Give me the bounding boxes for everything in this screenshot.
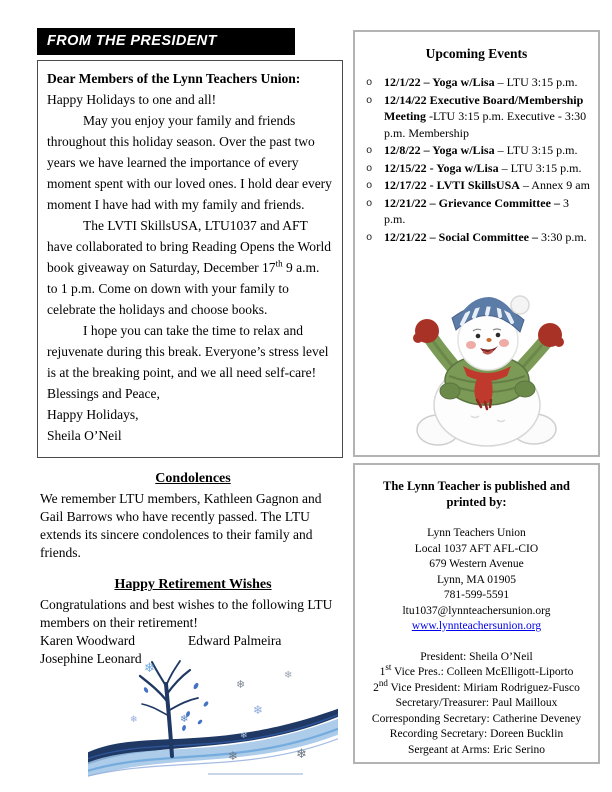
officer-line: Corresponding Secretary: Catherine Deveney xyxy=(371,712,582,725)
publisher-website-link[interactable]: www.lynnteachersunion.org xyxy=(411,620,542,632)
publisher-address xyxy=(355,526,598,635)
officer-line: Recording Secretary: Doreen Bucklin xyxy=(389,728,564,740)
letter-closing-2: Happy Holidays, xyxy=(47,407,139,422)
svg-text:❄: ❄ xyxy=(253,703,264,717)
retirement-body: Congratulations and best wishes to the following LTU members on their retirement! xyxy=(40,597,333,630)
letter-signature: Sheila O’Neil xyxy=(47,428,122,443)
officer-line: 2nd Vice President: Miriam Rodriguez-Fusco xyxy=(373,677,580,694)
condolences-body: We remember LTU members, Kathleen Gagnon and Gail Barrows who have recently passed. The LTU extends its sincere condolences to their family and friends. xyxy=(40,491,322,560)
events-list xyxy=(355,74,598,245)
officer-line: Sergeant at Arms: Eric Serino xyxy=(407,743,546,756)
event-item: o 12/1/22 – Yoga w/Lisa – LTU 3:15 p.m. xyxy=(355,74,592,91)
retiree-name: Karen Woodward xyxy=(40,633,136,648)
left-lower-sections xyxy=(40,470,346,668)
svg-text:❄: ❄ xyxy=(180,714,189,725)
winter-tree-swoosh-image xyxy=(88,656,338,782)
from-the-president-banner: FROM THE PRESIDENT xyxy=(37,28,295,55)
event-item: o 12/14/22 Executive Board/Membership Meeting -LTU 3:15 p.m. Executive - 3:30 p.m. Membership xyxy=(366,92,587,140)
bullet-icon: o xyxy=(366,197,373,210)
snowman-image xyxy=(401,288,581,453)
event-item: o 12/17/22 - LVTI SkillsUSA – Annex 9 am xyxy=(355,177,592,194)
letter-paragraph-3: I hope you can take the time to relax and rejuvenate during this break. Everyone’s stress level is at the breaking point, and we all need self-care! xyxy=(47,323,329,380)
condolences-heading: Condolences xyxy=(155,471,231,486)
publisher-title: The Lynn Teacher is published and printed by: xyxy=(382,479,570,509)
officer-line: 1st Vice Pres.: Colleen McElligott-Liporto xyxy=(379,662,574,678)
letter-salutation: Dear Members of the Lynn Teachers Union: xyxy=(47,71,301,86)
event-item: o 12/21/22 – Social Committee – 3:30 p.m. xyxy=(355,229,592,246)
bullet-icon: o xyxy=(366,180,373,192)
bullet-icon: o xyxy=(366,162,373,175)
svg-text:❄: ❄ xyxy=(228,749,239,763)
publisher-org: Lynn Teachers Union xyxy=(427,527,526,539)
event-item: o 12/8/22 – Yoga w/Lisa – LTU 3:15 p.m. xyxy=(355,142,592,159)
publisher-local: Local 1037 AFT AFL-CIO xyxy=(414,542,539,555)
letter-greeting: Happy Holidays to one and all! xyxy=(47,92,217,107)
snowflake-icon: ❄ xyxy=(144,661,155,676)
publisher-box xyxy=(353,463,600,764)
retirement-heading: Happy Retirement Wishes xyxy=(114,577,272,592)
svg-text:❄: ❄ xyxy=(130,715,138,725)
publisher-city: Lynn, MA 01905 xyxy=(437,573,516,586)
bullet-icon: o xyxy=(366,94,373,107)
ordinal-th: th xyxy=(275,258,283,269)
publisher-phone: 781-599-5591 xyxy=(443,589,510,601)
retiree-name: Josephine Leonard xyxy=(40,651,142,666)
upcoming-events-title: Upcoming Events xyxy=(425,46,528,61)
svg-text:❄: ❄ xyxy=(296,747,307,762)
letter-paragraph-2: The LVTI SkillsUSA, LTU1037 and AFT have collaborated to bring Reading Opens the World book giveaway on Saturday, December 17th 9 a.m. to 1 p.m. Come on down with your family to celebrate the holidays and choose books. xyxy=(47,218,331,317)
svg-text:❄: ❄ xyxy=(284,670,293,681)
svg-text:❄: ❄ xyxy=(236,678,246,691)
event-item: o 12/21/22 – Grievance Committee – 3 p.m. xyxy=(366,195,569,226)
publisher-email: ltu1037@lynnteachersunion.org xyxy=(402,604,551,617)
president-letter xyxy=(37,60,343,458)
letter-closing-1: Blessings and Peace, xyxy=(47,386,160,401)
svg-text:❄: ❄ xyxy=(240,731,248,741)
retiree-names-row-1 xyxy=(40,632,346,650)
publisher-street: 679 Western Avenue xyxy=(429,558,524,570)
bullet-icon: o xyxy=(366,231,373,244)
letter-paragraph-1: May you enjoy your family and friends throughout this holiday season. Over the past two years we have learned the importance of every moment spent with our loved ones. I hold dear every moment I have had with my family and friends. xyxy=(47,113,332,212)
bullet-icon: o xyxy=(366,77,373,89)
upcoming-events-box xyxy=(353,30,600,457)
retiree-name: Edward Palmeira xyxy=(188,633,282,648)
officers-list xyxy=(355,650,598,759)
bullet-icon: o xyxy=(366,145,373,157)
event-item: o 12/15/22 - Yoga w/Lisa – LTU 3:15 p.m. xyxy=(355,160,592,177)
officer-line: Secretary/Treasurer: Paul Mailloux xyxy=(395,697,558,709)
officer-line: President: Sheila O’Neil xyxy=(420,650,533,663)
